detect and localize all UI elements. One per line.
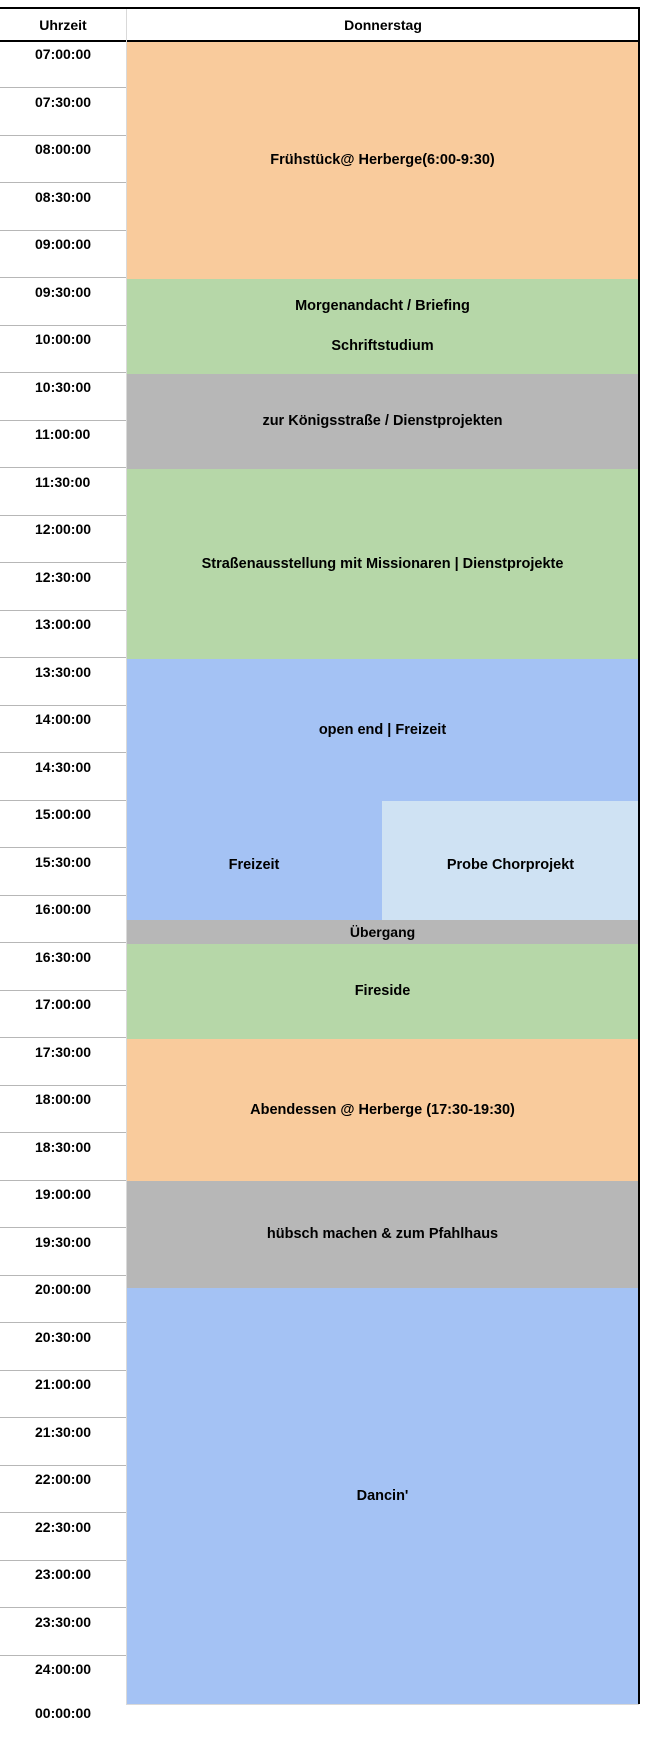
time-slot: 16:30:00 bbox=[0, 944, 126, 991]
sheet-gridline bbox=[382, 1704, 383, 1706]
event-freizeit bbox=[126, 801, 382, 920]
event-koenigsstrasse bbox=[126, 374, 639, 469]
time-slot: 13:30:00 bbox=[0, 659, 126, 706]
time-slot: 10:30:00 bbox=[0, 374, 126, 421]
time-slot: 14:00:00 bbox=[0, 706, 126, 753]
time-slot: 15:30:00 bbox=[0, 849, 126, 896]
time-slot: 09:00:00 bbox=[0, 231, 126, 278]
event-open-end bbox=[126, 659, 639, 802]
event-label: Fireside bbox=[354, 983, 411, 999]
time-slot: 08:00:00 bbox=[0, 136, 126, 183]
time-slot: 08:30:00 bbox=[0, 184, 126, 231]
event-abendessen bbox=[126, 1039, 639, 1182]
frame-right-line bbox=[638, 7, 640, 1704]
event-huebsch-machen bbox=[126, 1181, 639, 1288]
time-slot: 21:30:00 bbox=[0, 1419, 126, 1466]
event-label: Frühstück@ Herberge(6:00-9:30) bbox=[270, 151, 495, 168]
time-slot-cutoff: 00:00:00 bbox=[0, 1700, 126, 1747]
event-label: Morgenandacht / Briefing bbox=[295, 298, 470, 315]
time-slot: 16:00:00 bbox=[0, 896, 126, 943]
time-slot: 11:00:00 bbox=[0, 421, 126, 468]
time-slot: 22:30:00 bbox=[0, 1514, 126, 1561]
event-label: Übergang bbox=[349, 923, 416, 940]
time-slot: 07:30:00 bbox=[0, 89, 126, 136]
time-slot: 12:30:00 bbox=[0, 564, 126, 611]
time-slot: 10:00:00 bbox=[0, 326, 126, 373]
event-label: Abendessen @ Herberge (17:30-19:30) bbox=[250, 1101, 515, 1118]
event-fruehstueck bbox=[126, 41, 639, 279]
event-label: Probe Chorprojekt bbox=[446, 857, 575, 874]
sheet-gridline bbox=[255, 1704, 256, 1706]
time-slot: 19:00:00 bbox=[0, 1181, 126, 1228]
event-label: open end | Freizeit bbox=[318, 721, 447, 738]
time-slot: 22:00:00 bbox=[0, 1466, 126, 1513]
event-label: Dancin' bbox=[356, 1487, 409, 1504]
time-slot: 24:00:00 bbox=[0, 1656, 126, 1703]
time-slot: 07:00:00 bbox=[0, 41, 126, 88]
time-slot: 12:00:00 bbox=[0, 516, 126, 563]
event-label: Straßenausstellung mit Missionaren | Dienstprojekte bbox=[201, 555, 564, 572]
time-slot: 15:00:00 bbox=[0, 801, 126, 848]
header-time-column: Uhrzeit bbox=[0, 9, 126, 41]
time-slot: 17:00:00 bbox=[0, 991, 126, 1038]
header-bottom-line bbox=[0, 40, 639, 42]
event-dancin bbox=[126, 1288, 639, 1704]
event-probe-chorprojekt bbox=[382, 801, 639, 920]
time-slot: 23:00:00 bbox=[0, 1561, 126, 1608]
event-label: hübsch machen & zum Pfahlhaus bbox=[266, 1226, 499, 1243]
time-slot: 14:30:00 bbox=[0, 754, 126, 801]
column-divider-line bbox=[126, 9, 127, 1704]
event-morgenandacht bbox=[126, 279, 639, 374]
time-slot: 17:30:00 bbox=[0, 1039, 126, 1086]
time-slot: 09:30:00 bbox=[0, 279, 126, 326]
frame-top-line bbox=[0, 7, 639, 9]
event-label: Freizeit bbox=[228, 857, 280, 874]
time-slot: 13:00:00 bbox=[0, 611, 126, 658]
event-label: Schriftstudium bbox=[331, 337, 434, 354]
time-slot: 19:30:00 bbox=[0, 1229, 126, 1276]
time-slot: 21:00:00 bbox=[0, 1371, 126, 1418]
event-label: zur Königsstraße / Dienstprojekten bbox=[262, 413, 503, 429]
event-uebergang bbox=[126, 920, 639, 944]
sheet-gridline bbox=[510, 1704, 511, 1706]
time-slot: 20:30:00 bbox=[0, 1324, 126, 1371]
time-slot: 18:00:00 bbox=[0, 1086, 126, 1133]
time-slot: 23:30:00 bbox=[0, 1609, 126, 1656]
time-slot: 11:30:00 bbox=[0, 469, 126, 516]
time-slot: 18:30:00 bbox=[0, 1134, 126, 1181]
event-strassenausstellung bbox=[126, 469, 639, 659]
header-day-column: Donnerstag bbox=[127, 9, 639, 41]
event-fireside bbox=[126, 944, 639, 1039]
time-slot: 20:00:00 bbox=[0, 1276, 126, 1323]
